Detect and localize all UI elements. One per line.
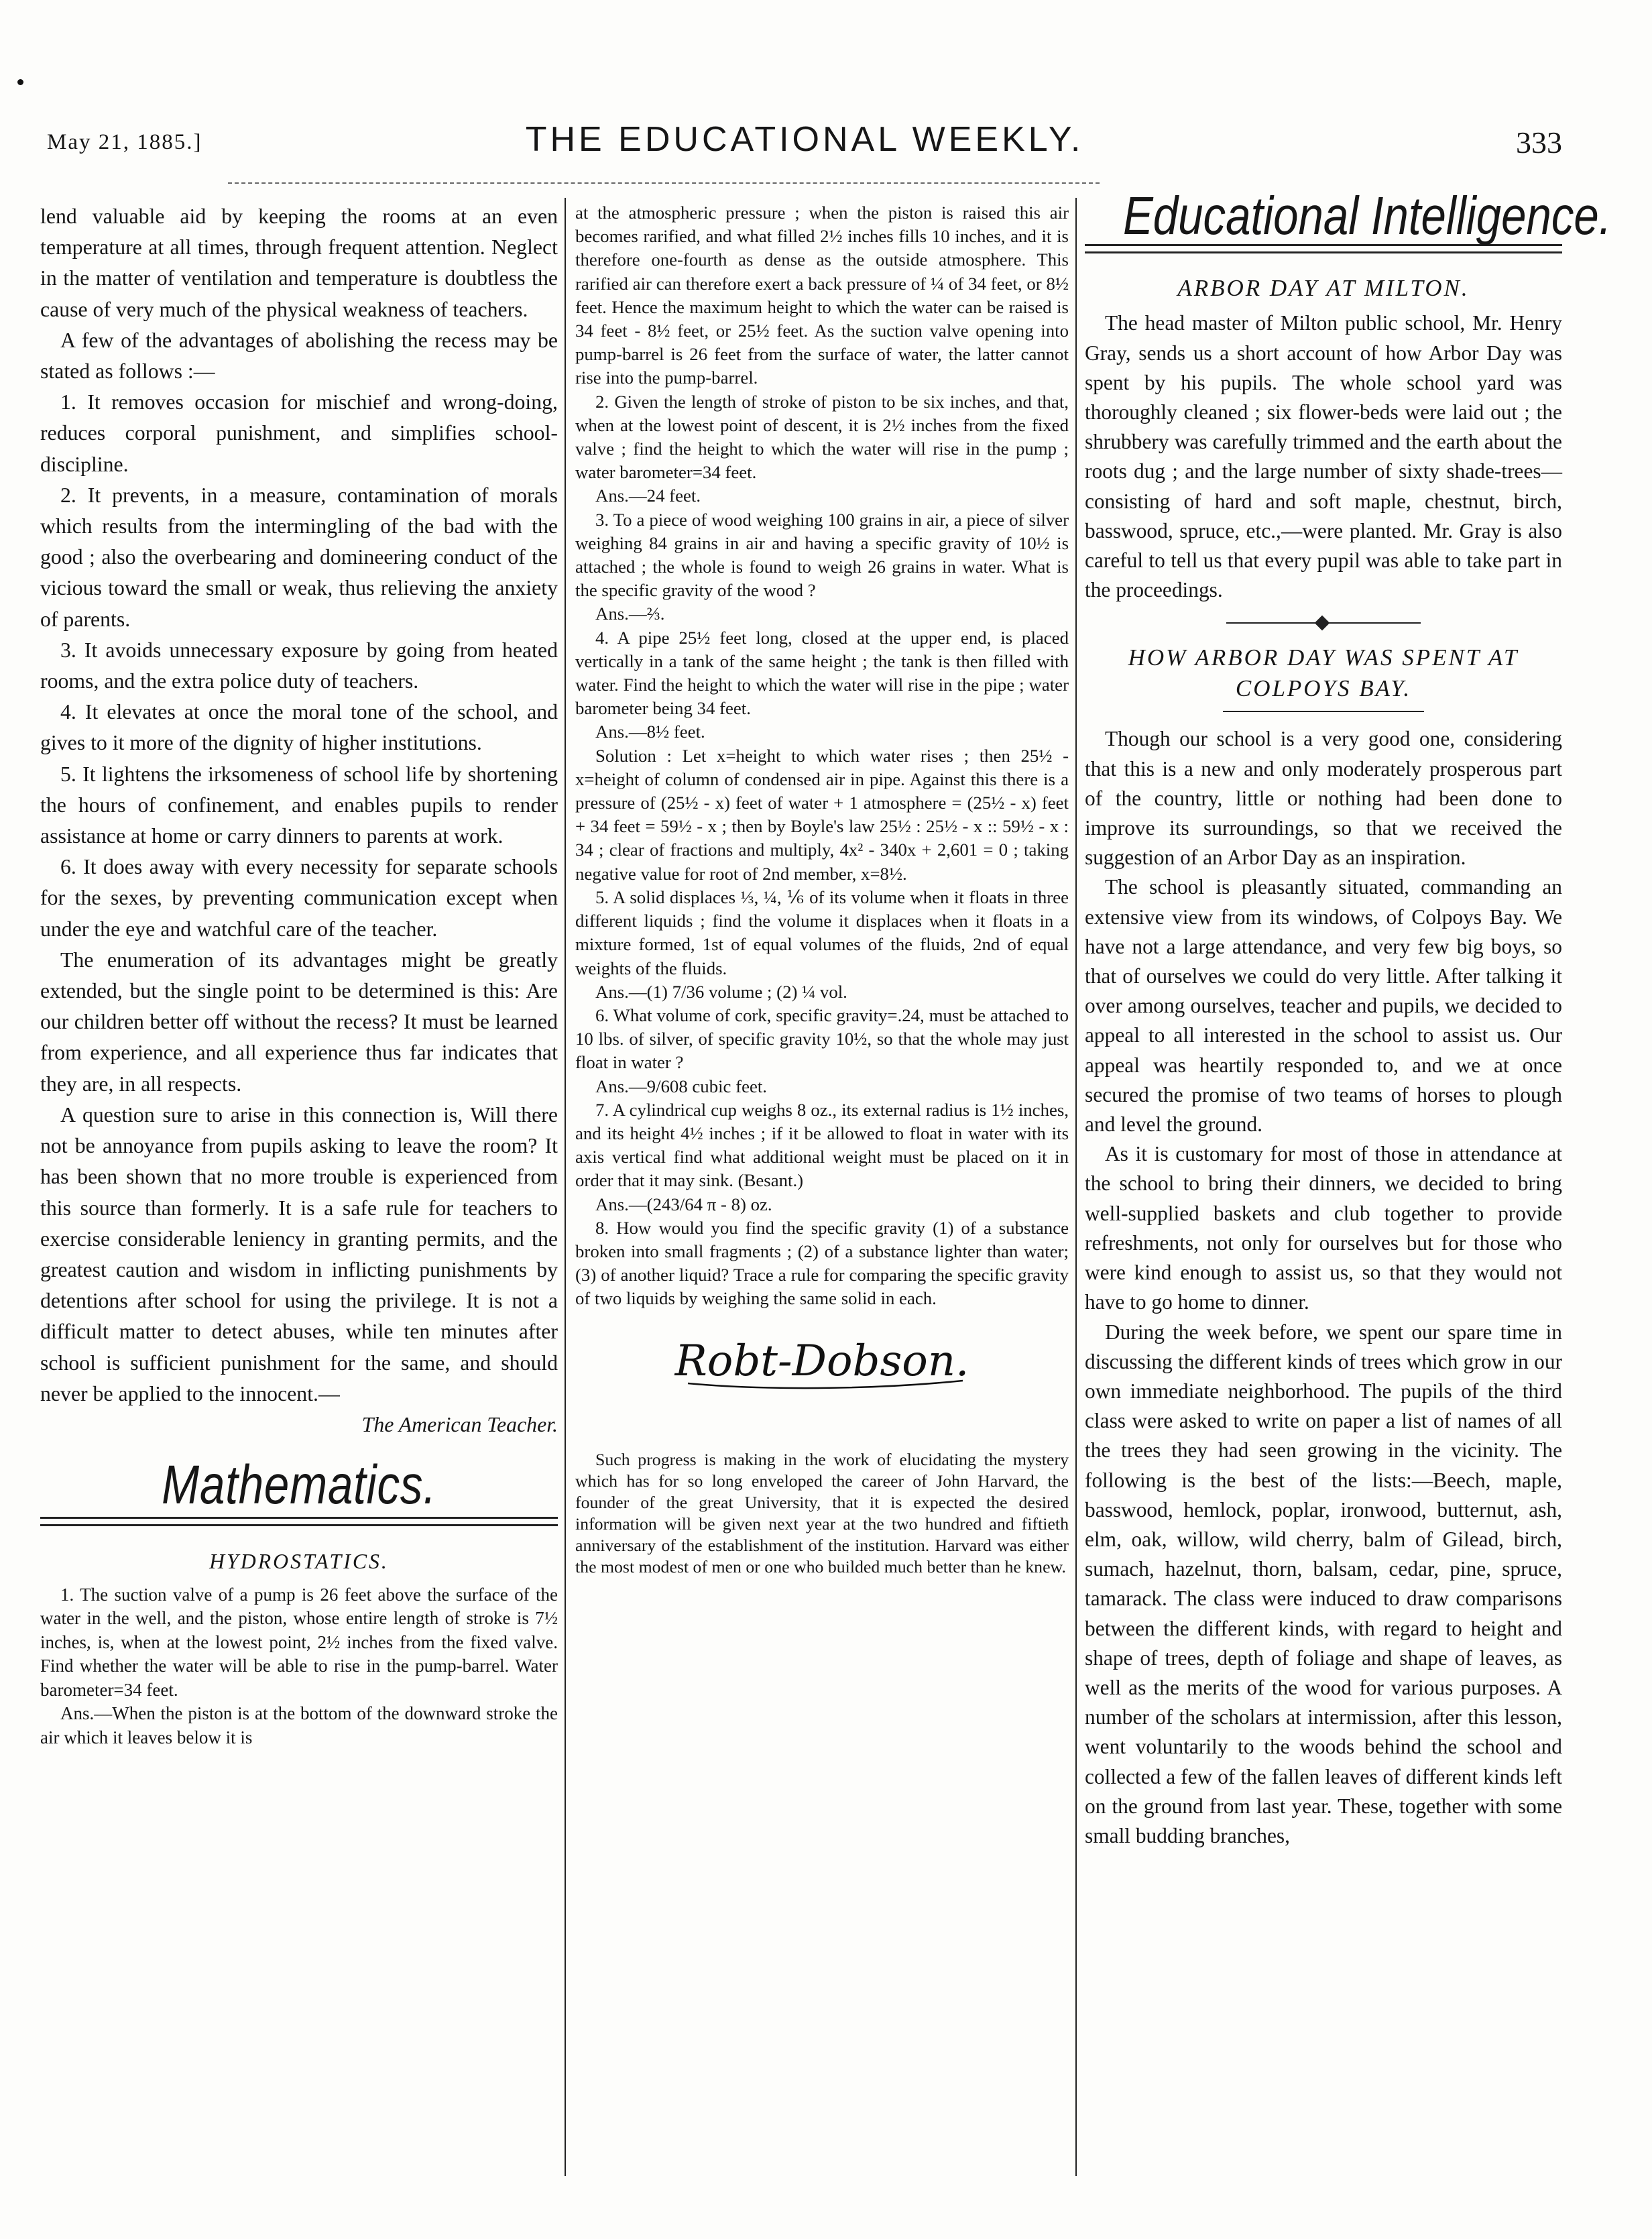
column-divider-left [565, 198, 566, 2176]
column-right [1085, 186, 1612, 1851]
column-divider-right [1075, 198, 1077, 2176]
answer-paragraph: Ans.—8½ feet. [595, 722, 705, 742]
ink-dot [17, 79, 23, 85]
problem-paragraph: 1. The suction valve of a pump is 26 feet above the surface of the water in the well, and the piston, whose entire length of stroke is 7½ inches, is, when at the lowest point, 2½ inches from the fixed valve. Find whether the water will be able to rise in the pump-barrel. Water barometer=34 feet. [40, 1584, 558, 1700]
answer-paragraph: Ans.—⅔. [595, 604, 665, 624]
answer-paragraph: Ans.—(243/64 π - 8) oz. [595, 1194, 772, 1214]
article-heading-milton: ARBOR DAY AT MILTON. [1177, 275, 1470, 302]
journal-title: THE EDUCATIONAL WEEKLY. [525, 120, 1084, 159]
advantage-item: 2. It prevents, in a measure, contamination of morals which results from the intermingling of the bad with the good ; also the overbearing and domineering conduct of the vicious toward the small or weak, thus relieving the anxiety of parents. [40, 483, 558, 631]
body-paragraph: The enumeration of its advantages might be greatly extended, but the single point to be determined is this: Are our children better off without the recess? It must be learned from experience, and all experience thus far indicates that they are, in all respects. [40, 948, 558, 1096]
advantage-item: 3. It avoids unnecessary exposure by going from heated rooms, and the extra police duty of teachers. [40, 638, 558, 693]
harvard-note: Such progress is making in the work of elucidating the mystery which has for so long enveloped the career of John Harvard, the founder of the great University, that it is expected the desired information will be given next year at the two hundred and fiftieth anniversary of the establishment of the institution. Harvard was either the most modest of men or one who builded much better than he knew. [575, 1449, 1069, 1576]
solution-paragraph: Solution : Let x=height to which water rises ; then 25½ - x=height of column of condensed air in pipe. Against this there is a pressure of (25½ - x) feet of water + 1 atmosphere = (25½ - x) feet + 34 feet = 59½ - x ; then by Boyle's law 25½ : 25½ - x :: 59½ - x : 34 ; clear of fractions and multiply, 4x² - 340x + 2,601 = 0 ; taking negative value for root of 2nd member, x=8½. [575, 745, 1069, 884]
header-rule [228, 182, 1100, 184]
body-paragraph: A question sure to arise in this connection is, Will there not be annoyance from pupils asking to leave the room? It has been shown that no more trouble is experienced from this source than formerly. It is a safe rule for teachers to exercise considerable leniency in granting permits, and the greatest caution and wisdom in inflicting punishments by detentions after school for using the privilege. It is not a difficult matter to detect abuses, while ten minutes after school is sufficient punishment for the same, and should never be applied to the innocent.— [40, 1102, 558, 1405]
problem-paragraph: 7. A cylindrical cup weighs 8 oz., its external radius is 1½ inches, and its height 4½ inches ; if it be allowed to float in water with its axis vertical find what additional weight must be placed on it in order that it may sink. (Besant.) [575, 1099, 1069, 1191]
section-double-rule [40, 1517, 558, 1526]
advantage-item: 5. It lightens the irksomeness of school life by shortening the hours of confinement, and enables pupils to render assistance at home or carry dinners to parents at work. [40, 762, 558, 848]
column-left [40, 201, 558, 1749]
problem-paragraph: 2. Given the length of stroke of piston to be six inches, and that, when at the lowest point of descent, it is 2½ inches from the fixed valve ; find the height to which the water will rise in the pump ; water barometer=34 feet. [575, 391, 1069, 483]
section-title-educational-intelligence: Educational Intelligence. [1122, 186, 1612, 245]
heading-rule [1223, 711, 1424, 712]
section-double-rule [1085, 244, 1562, 253]
body-paragraph: The school is pleasantly situated, commanding an extensive view from its windows, of Colpoys Bay. We have not a large attendance, and very few big boys, so that of ourselves we could do very little. After talking it over among ourselves, teacher and pupils, we decided to appeal to all interested in the school to assist us. Our appeal was heartily responded to, and we at once secured the promise of two teams of horses to plough and level the ground. [1085, 875, 1562, 1137]
answer-paragraph: Ans.—When the piston is at the bottom of the downward stroke the air which it leaves below it is [40, 1703, 558, 1747]
body-paragraph: A few of the advantages of abolishing the recess may be stated as follows :— [40, 328, 558, 384]
problem-paragraph: 5. A solid displaces ⅓, ¼, ⅙ of its volume when it floats in three different liquids ; find the volume it displaces when it floats in a mixture formed, 1st of equal volumes of the fluids, 2nd of equal weights of the fluids. [575, 886, 1069, 978]
body-paragraph: As it is customary for most of those in attendance at the school to bring their dinners, we decided to bring well-supplied baskets and club together to provide refreshments, not only for ourselves but for those who were kind enough to assist us, so that they would not have to go home to dinner. [1085, 1142, 1562, 1314]
answer-paragraph: Ans.—(1) 7/36 volume ; (2) ¼ vol. [595, 981, 847, 1002]
section-title-mathematics: Mathematics. [162, 1454, 436, 1516]
answer-paragraph: Ans.—9/608 cubic feet. [595, 1076, 767, 1096]
answer-paragraph: at the atmospheric pressure ; when the piston is raised this air becomes rarified, and what filled 2½ inches fills 10 inches, and it is therefore one-fourth as dense as the outside atmosphere. This rarified air can therefore exert a back pressure of ¼ of 34 feet, or 8½ feet. Hence the maximum height to which the water can be raised is 34 feet - 8½ feet, or 25½ feet. As the suction valve opening into pump-barrel is 26 feet from the surface of water, the latter cannot rise into the pump-barrel. [575, 203, 1069, 388]
problem-paragraph: 3. To a piece of wood weighing 100 grains in air, a piece of silver weighing 84 grains in air and having a specific gravity of 10½ is attached ; the whole is found to weigh 26 grains in water. What is the specific gravity of the wood ? [575, 509, 1069, 601]
subheading-hydrostatics: HYDROSTATICS. [209, 1550, 389, 1574]
body-paragraph: lend valuable aid by keeping the rooms at an even temperature at all times, through frequent attention. Neglect in the matter of ventilation and temperature is doubtless the cause of very much of the physical weakness of teachers. [40, 205, 558, 321]
advantage-item: 1. It removes occasion for mischief and wrong-doing, reduces corporal punishment, and simplifies school-discipline. [40, 390, 558, 476]
signature-text: Robt-Dobson. [674, 1336, 969, 1386]
signature [575, 1328, 1069, 1402]
hydrostatics-problems [40, 1583, 558, 1750]
problem-paragraph: 8. How would you find the specific gravity (1) of a substance broken into small fragments ; (2) of a substance lighter than water; (3) of another liquid? Trace a rule for comparing the specific gravity of two liquids by weighing the same solid in each. [575, 1217, 1069, 1309]
handwritten-signature [648, 1328, 996, 1402]
body-paragraph: Though our school is a very good one, considering that this is a new and only moderately prosperous part of the country, little or nothing had been done to improve its surroundings, so that we received the suggestion of an Arbor Day as an inspiration. [1085, 727, 1562, 870]
page-header [47, 119, 1562, 166]
advantage-item: 6. It does away with every necessity for separate schools for the sexes, by preventing communication except when under the eye and watchful care of the teacher. [40, 855, 558, 941]
body-paragraph: The head master of Milton public school, Mr. Henry Gray, sends us a short account of how Arbor Day was spent by his pupils. The whole school yard was thoroughly cleaned ; six flower-beds were laid out ; the shrubbery was carefully trimmed and the earth about the roots dug ; and the large number of sixty shade-trees—consisting of hard and soft maple, chestnut, birch, basswood, spruce, etc.,—were planted. Mr. Gray is also careful to tell us that every pupil was able to take part in the proceedings. [1085, 311, 1562, 602]
advantage-item: 4. It elevates at once the moral tone of the school, and gives to it more of the dignity of higher institutions. [40, 700, 558, 755]
article-heading-colpoys: HOW ARBOR DAY WAS SPENT AT COLPOYS BAY. [1128, 644, 1519, 702]
issue-date: May 21, 1885.] [47, 130, 202, 154]
ornamental-divider [1226, 622, 1421, 625]
problem-paragraph: 6. What volume of cork, specific gravity=.24, must be attached to 10 lbs. of silver, of specific gravity 10½, so that the whole may just float in water ? [575, 1004, 1069, 1073]
body-paragraph: During the week before, we spent our spare time in discussing the different kinds of trees which grow in our own immediate neighborhood. The pupils of the third class were asked to write on paper a list of names of all the trees they had seen growing in the vicinity. The following is the best of the lists:—Beech, maple, basswood, hemlock, poplar, ironwood, butternut, ash, elm, oak, willow, wild cherry, balm of Gilead, birch, sumach, hazelnut, thorn, balsam, cedar, pine, spruce, tamarack. The class were induced to draw comparisons between the different kinds, with regard to height and shape of trees, depth of foliage and shape of leaves, as well as the merits of the wood for various purposes. A number of the scholars at intermission, after this lesson, went voluntarily to the woods behind the school and collected a few of the fallen leaves of different kinds left on the ground from last year. These, together with some small budding branches, [1085, 1320, 1562, 1847]
column-middle [575, 201, 1069, 1578]
page-number: 333 [1516, 125, 1562, 160]
answer-paragraph: Ans.—24 feet. [595, 485, 701, 506]
problem-paragraph: 4. A pipe 25½ feet long, closed at the upper end, is placed vertically in a tank of the same height ; the tank is then filled with water. Find the height to which the water will rise in the pipe ; water barometer being 34 feet. [575, 627, 1069, 719]
source-credit: The American Teacher. [361, 1412, 558, 1436]
